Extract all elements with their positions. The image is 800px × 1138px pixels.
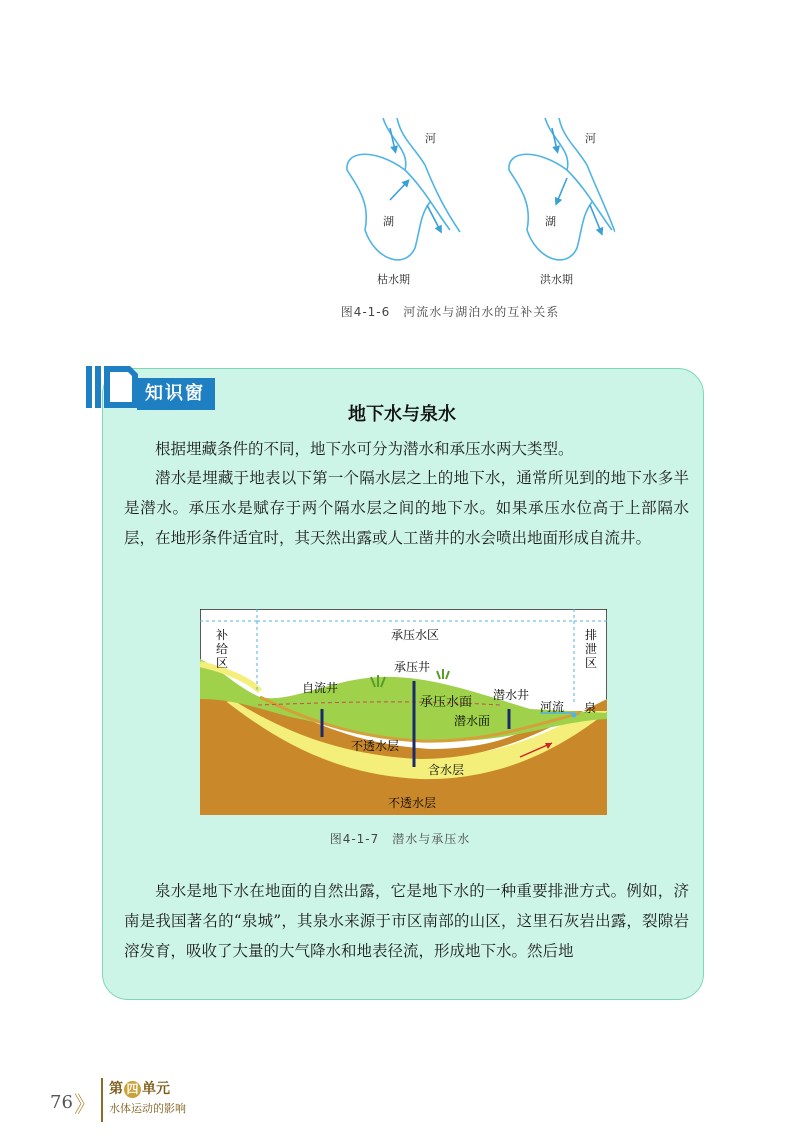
paragraph-springs: 泉水是地下水在地面的自然出露，它是地下水的一种重要排泄方式。例如，济南是我国著名的“泉城”，其泉水来源于市区南部的山区，这里石灰岩出露，裂隙岩溶发育，吸收了大量的大气降水和地表径流，形成地下水。然后地 bbox=[124, 882, 689, 960]
right-season-label: 洪水期 bbox=[540, 273, 573, 286]
river-label: 河流 bbox=[539, 700, 565, 714]
left-season-label: 枯水期 bbox=[377, 273, 410, 286]
groundwater-diagram bbox=[200, 609, 607, 815]
unit-subtitle: 水体运动的影响 bbox=[109, 1102, 186, 1115]
paragraph-types: 根据埋藏条件的不同，地下水可分为潜水和承压水两大类型。 bbox=[155, 440, 574, 458]
recharge-label-3: 区 bbox=[215, 656, 229, 670]
unit-suffix: 单元 bbox=[142, 1081, 170, 1097]
figure-caption-2: 图4-1-7 潜水与承压水 bbox=[329, 832, 471, 846]
dry-season-lake-diagram bbox=[347, 118, 460, 260]
page-chevron: 》 bbox=[74, 1093, 97, 1118]
aquifer-label: 含水层 bbox=[427, 763, 465, 777]
phreatic-surface-label: 潜水面 bbox=[453, 714, 491, 728]
page-number: 76 bbox=[50, 1092, 73, 1113]
paragraph-definitions: 潜水是埋藏于地表以下第一个隔水层之上的地下水，通常所见到的地下水多半是潜水。承压水是赋存于两个隔水层之间的地下水。如果承压水位高于上部隔水层，在地形条件适宜时，其天然出露或人工凿井的水会喷出地面形成自流井。 bbox=[124, 469, 689, 547]
confined-zone-label: 承压水区 bbox=[390, 628, 440, 642]
confined-surface-label: 承压水面 bbox=[419, 695, 473, 710]
flood-season-lake-diagram bbox=[509, 118, 615, 260]
phreatic-well-label: 潜水井 bbox=[492, 688, 530, 702]
recharge-label-2: 给 bbox=[215, 642, 229, 656]
left-river-label: 河 bbox=[425, 132, 436, 145]
upper-impermeable-label: 不透水层 bbox=[350, 739, 400, 753]
lake-river-figure bbox=[335, 110, 615, 295]
discharge-label-2: 泄 bbox=[584, 642, 598, 656]
right-river-label: 河 bbox=[585, 132, 596, 145]
discharge-label-1: 排 bbox=[584, 628, 598, 642]
section-title: 地下水与泉水 bbox=[348, 404, 456, 425]
artesian-well-label: 自流井 bbox=[301, 681, 339, 695]
unit-prefix: 第 bbox=[109, 1081, 123, 1097]
figure-caption: 图4-1-6 河流水与湖泊水的互补关系 bbox=[340, 305, 560, 319]
unit-number-badge: 四 bbox=[124, 1081, 141, 1098]
left-lake-label: 湖 bbox=[383, 215, 394, 228]
right-lake-label: 湖 bbox=[545, 215, 556, 228]
footer-divider bbox=[101, 1078, 103, 1122]
discharge-label-3: 区 bbox=[584, 656, 598, 670]
recharge-label-1: 补 bbox=[215, 628, 229, 642]
confined-well-label: 承压井 bbox=[393, 660, 431, 674]
unit-heading bbox=[109, 1078, 170, 1098]
knowledge-window-tag: 知识窗 bbox=[137, 378, 215, 410]
lower-impermeable-label: 不透水层 bbox=[387, 796, 437, 810]
spring-label: 泉 bbox=[583, 701, 597, 715]
